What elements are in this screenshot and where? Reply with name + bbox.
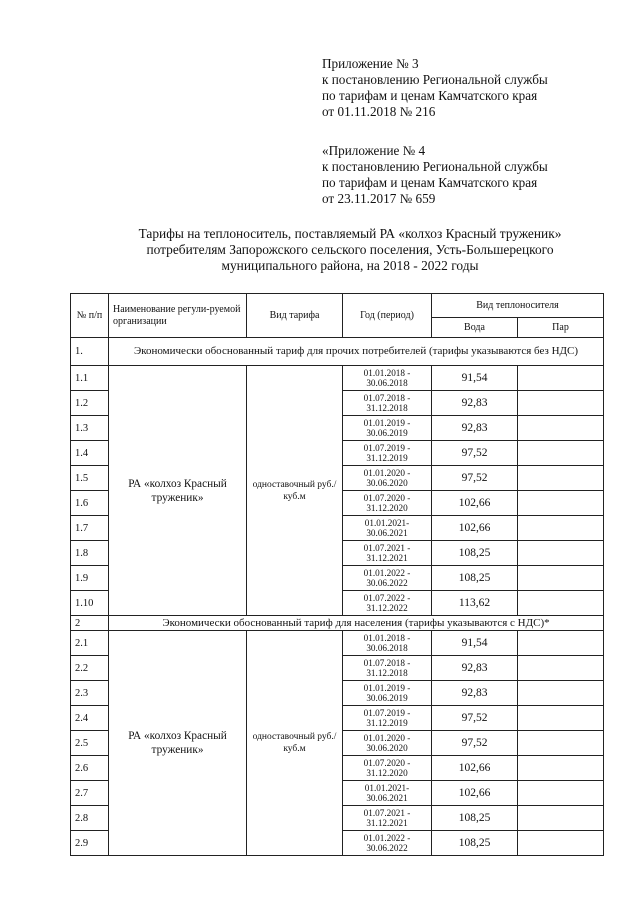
period-cell: 01.01.2021- 30.06.2021 xyxy=(343,781,432,806)
appendix-4-header xyxy=(322,143,548,207)
period-cell: 01.07.2018 - 31.12.2018 xyxy=(343,391,432,416)
row-number: 1.10 xyxy=(71,591,109,616)
steam-tariff-value xyxy=(518,781,604,806)
document-title xyxy=(90,226,610,274)
row-number: 2.9 xyxy=(71,831,109,856)
row-number: 1.4 xyxy=(71,441,109,466)
period-cell: 01.01.2022 - 30.06.2022 xyxy=(343,831,432,856)
row-number: 2.7 xyxy=(71,781,109,806)
period-cell: 01.07.2021 - 31.12.2021 xyxy=(343,541,432,566)
water-tariff-value: 92,83 xyxy=(432,681,518,706)
steam-tariff-value xyxy=(518,566,604,591)
organization-name: РА «колхоз Красный труженик» xyxy=(109,366,247,616)
section-title: Экономически обоснованный тариф для прочих потребителей (тарифы указываются без НДС) xyxy=(109,338,604,366)
water-tariff-value: 108,25 xyxy=(432,566,518,591)
section-number: 2 xyxy=(71,616,109,631)
table-row xyxy=(71,631,604,656)
row-number: 1.9 xyxy=(71,566,109,591)
row-number: 1.3 xyxy=(71,416,109,441)
period-cell: 01.01.2020 - 30.06.2020 xyxy=(343,731,432,756)
organization-name: РА «колхоз Красный труженик» xyxy=(109,631,247,856)
water-tariff-value: 97,52 xyxy=(432,441,518,466)
row-number: 2.4 xyxy=(71,706,109,731)
row-number: 2.1 xyxy=(71,631,109,656)
steam-tariff-value xyxy=(518,831,604,856)
period-cell: 01.01.2019 - 30.06.2019 xyxy=(343,681,432,706)
row-number: 2.2 xyxy=(71,656,109,681)
period-cell: 01.01.2021- 30.06.2021 xyxy=(343,516,432,541)
steam-tariff-value xyxy=(518,466,604,491)
period-cell: 01.07.2020 - 31.12.2020 xyxy=(343,491,432,516)
title-line: потребителям Запорожского сельского поселения, Усть-Большерецкого xyxy=(146,242,554,257)
steam-tariff-value xyxy=(518,731,604,756)
steam-tariff-value xyxy=(518,541,604,566)
header-period: Год (период) xyxy=(343,294,432,338)
title-line: муниципального района, на 2018 - 2022 годы xyxy=(221,258,479,273)
water-tariff-value: 97,52 xyxy=(432,466,518,491)
steam-tariff-value xyxy=(518,416,604,441)
water-tariff-value: 92,83 xyxy=(432,391,518,416)
steam-tariff-value xyxy=(518,441,604,466)
steam-tariff-value xyxy=(518,631,604,656)
water-tariff-value: 102,66 xyxy=(432,781,518,806)
header-steam: Пар xyxy=(518,318,604,338)
header-line: по тарифам и ценам Камчатского края xyxy=(322,88,538,103)
water-tariff-value: 91,54 xyxy=(432,631,518,656)
water-tariff-value: 102,66 xyxy=(432,756,518,781)
water-tariff-value: 102,66 xyxy=(432,516,518,541)
steam-tariff-value xyxy=(518,516,604,541)
tariff-type: одноставочный руб./куб.м xyxy=(247,631,343,856)
steam-tariff-value xyxy=(518,756,604,781)
steam-tariff-value xyxy=(518,391,604,416)
period-cell: 01.01.2018 - 30.06.2018 xyxy=(343,631,432,656)
row-number: 1.7 xyxy=(71,516,109,541)
water-tariff-value: 97,52 xyxy=(432,731,518,756)
header-line: к постановлению Региональной службы xyxy=(322,159,548,174)
water-tariff-value: 108,25 xyxy=(432,541,518,566)
header-line: к постановлению Региональной службы xyxy=(322,72,548,87)
water-tariff-value: 108,25 xyxy=(432,831,518,856)
appendix-3-header xyxy=(322,56,548,120)
header-line: от 01.11.2018 № 216 xyxy=(322,104,436,119)
water-tariff-value: 108,25 xyxy=(432,806,518,831)
title-line: Тарифы на теплоноситель, поставляемый РА «колхоз Красный труженик» xyxy=(138,226,562,241)
period-cell: 01.07.2019 - 31.12.2019 xyxy=(343,706,432,731)
section-title: Экономически обоснованный тариф для населения (тарифы указываются с НДС)* xyxy=(109,616,604,631)
steam-tariff-value xyxy=(518,366,604,391)
period-cell: 01.01.2019 - 30.06.2019 xyxy=(343,416,432,441)
steam-tariff-value xyxy=(518,591,604,616)
water-tariff-value: 92,83 xyxy=(432,416,518,441)
steam-tariff-value xyxy=(518,681,604,706)
period-cell: 01.07.2020 - 31.12.2020 xyxy=(343,756,432,781)
header-row xyxy=(71,294,604,318)
water-tariff-value: 102,66 xyxy=(432,491,518,516)
row-number: 2.3 xyxy=(71,681,109,706)
steam-tariff-value xyxy=(518,806,604,831)
water-tariff-value: 91,54 xyxy=(432,366,518,391)
steam-tariff-value xyxy=(518,491,604,516)
row-number: 1.2 xyxy=(71,391,109,416)
period-cell: 01.07.2022 - 31.12.2022 xyxy=(343,591,432,616)
water-tariff-value: 97,52 xyxy=(432,706,518,731)
period-cell: 01.01.2020 - 30.06.2020 xyxy=(343,466,432,491)
period-cell: 01.07.2021 - 31.12.2021 xyxy=(343,806,432,831)
header-carrier: Вид теплоносителя xyxy=(432,294,604,318)
row-number: 1.6 xyxy=(71,491,109,516)
row-number: 2.8 xyxy=(71,806,109,831)
row-number: 1.1 xyxy=(71,366,109,391)
row-number: 1.5 xyxy=(71,466,109,491)
header-tariff-type: Вид тарифа xyxy=(247,294,343,338)
period-cell: 01.07.2019 - 31.12.2019 xyxy=(343,441,432,466)
section-number: 1. xyxy=(71,338,109,366)
tariff-type: одноставочный руб./куб.м xyxy=(247,366,343,616)
header-line: Приложение № 3 xyxy=(322,56,419,71)
water-tariff-value: 92,83 xyxy=(432,656,518,681)
tariff-table xyxy=(70,293,604,856)
header-num: № п/п xyxy=(71,294,109,338)
row-number: 2.6 xyxy=(71,756,109,781)
row-number: 1.8 xyxy=(71,541,109,566)
steam-tariff-value xyxy=(518,656,604,681)
steam-tariff-value xyxy=(518,706,604,731)
row-number: 2.5 xyxy=(71,731,109,756)
header-line: от 23.11.2017 № 659 xyxy=(322,191,436,206)
header-line: по тарифам и ценам Камчатского края xyxy=(322,175,538,190)
period-cell: 01.01.2022 - 30.06.2022 xyxy=(343,566,432,591)
period-cell: 01.07.2018 - 31.12.2018 xyxy=(343,656,432,681)
header-line: «Приложение № 4 xyxy=(322,143,426,158)
header-water: Вода xyxy=(432,318,518,338)
water-tariff-value: 113,62 xyxy=(432,591,518,616)
header-org: Наименование регули-руемой организации xyxy=(109,294,247,338)
section-row xyxy=(71,616,604,631)
section-row xyxy=(71,338,604,366)
period-cell: 01.01.2018 - 30.06.2018 xyxy=(343,366,432,391)
table-row xyxy=(71,366,604,391)
